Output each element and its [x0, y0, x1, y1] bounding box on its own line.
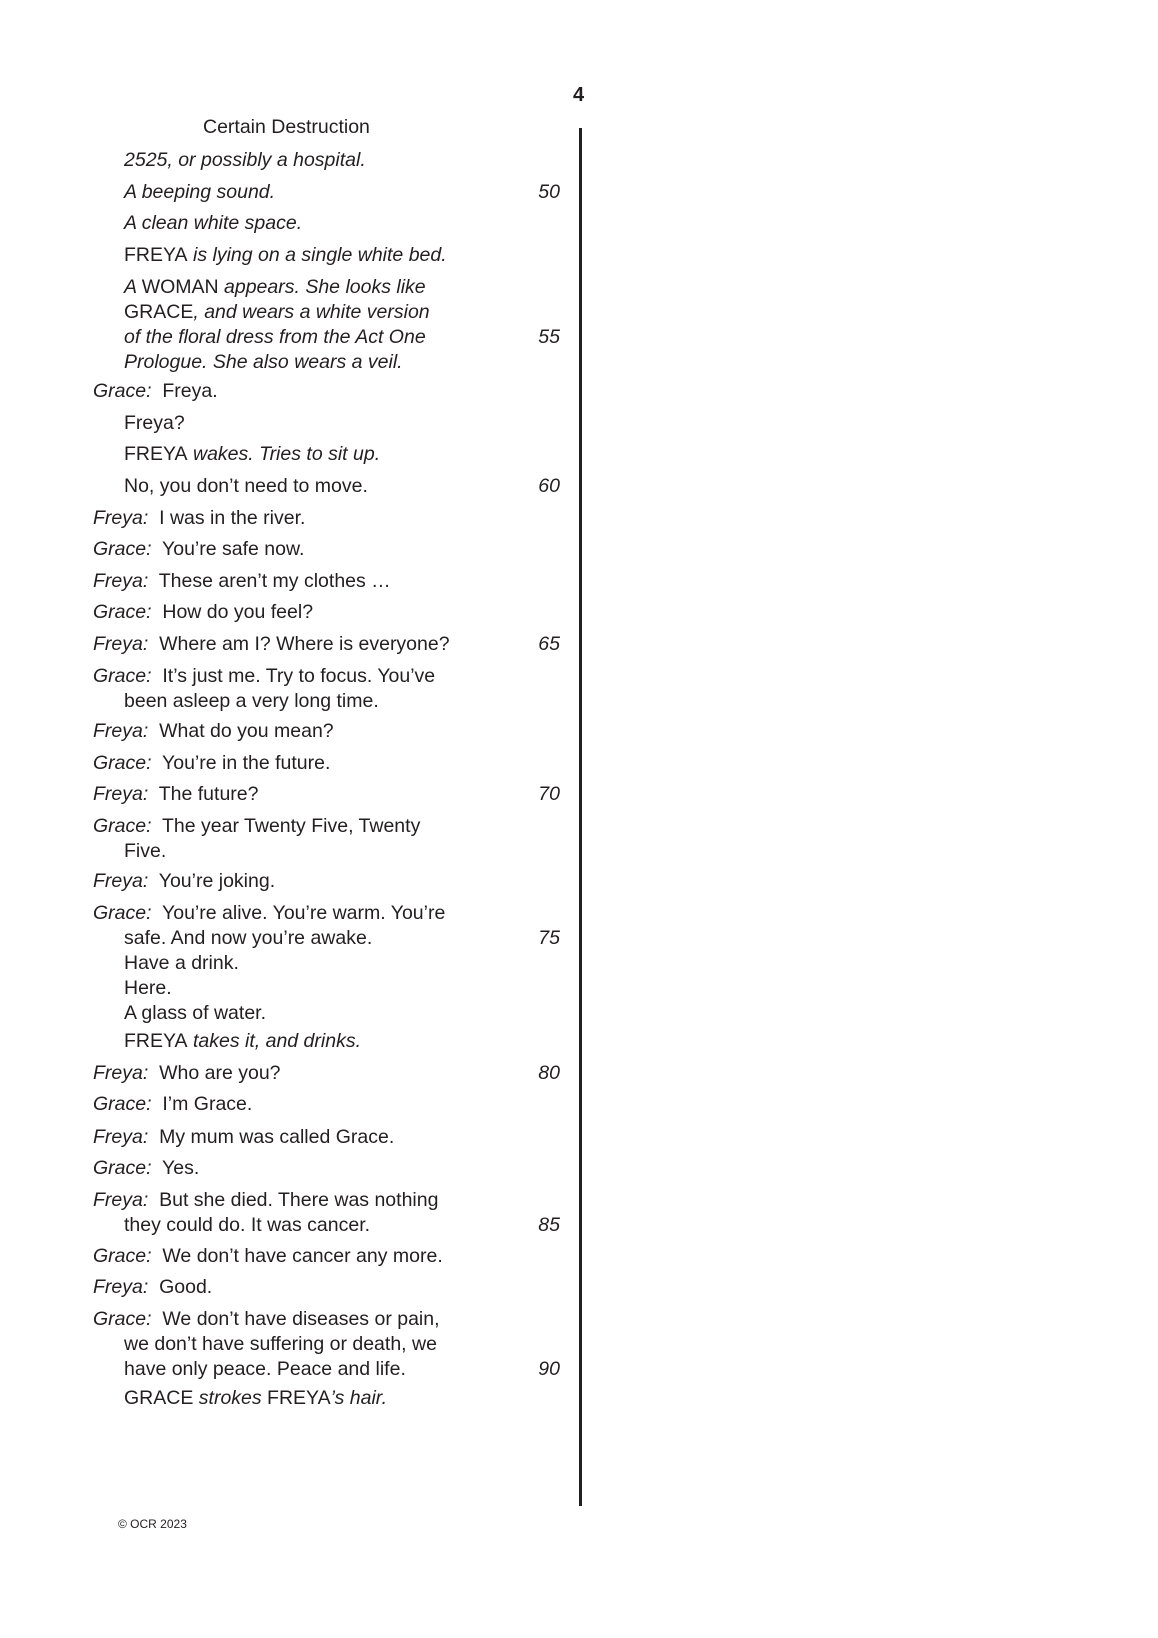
speaker-name: Freya: [93, 570, 149, 592]
line-number: 55 [538, 326, 560, 348]
speaker-name: Grace: [93, 665, 152, 687]
text-line [0, 751, 560, 776]
text-line [0, 869, 560, 894]
roman-text: The future? [158, 783, 259, 805]
roman-text: FREYA [124, 244, 188, 266]
speaker-name: Freya: [93, 870, 149, 892]
stage-direction [0, 1029, 560, 1054]
speaker-name: Grace: [93, 815, 152, 837]
dialogue-block [0, 869, 560, 894]
text-line [0, 1001, 560, 1026]
speaker-name: Freya: [93, 1276, 149, 1298]
roman-text: FREYA [124, 443, 188, 465]
roman-text: Five. [124, 840, 167, 862]
roman-text: we don’t have suffering or death, we [124, 1333, 437, 1355]
line-number: 50 [538, 181, 560, 203]
text-line [0, 632, 560, 657]
text-line [0, 350, 560, 375]
dialogue-block [0, 1244, 560, 1269]
roman-text: My mum was called Grace. [159, 1126, 395, 1148]
text-line [0, 148, 560, 173]
text-line [0, 1307, 560, 1332]
italic-text: wakes. Tries to sit up. [187, 443, 381, 465]
italic-text: of the floral dress from the Act One [124, 326, 426, 348]
stage-direction [0, 243, 560, 268]
roman-text: Yes. [162, 1157, 200, 1179]
roman-text: Where am I? Where is everyone? [159, 633, 450, 655]
text-line [0, 180, 560, 205]
roman-text: We don’t have cancer any more. [162, 1245, 443, 1267]
text-line [0, 211, 560, 236]
dialogue-block [0, 1125, 560, 1150]
text-line [0, 442, 560, 467]
stage-direction [0, 180, 560, 205]
stage-direction [0, 148, 560, 173]
speaker-name: Freya: [93, 720, 149, 742]
stage-direction [0, 442, 560, 467]
text-line [0, 1275, 560, 1300]
roman-text: WOMAN [141, 276, 219, 298]
roman-text: But she died. There was nothing [159, 1189, 439, 1211]
speaker-name: Grace: [93, 1308, 152, 1330]
italic-text: is lying on a single white bed. [187, 244, 447, 266]
text-line [0, 569, 560, 594]
roman-text: safe. And now you’re awake. [124, 927, 373, 949]
italic-text: appears. She looks like [218, 276, 426, 298]
text-line [0, 1332, 560, 1357]
roman-text: Good. [159, 1276, 213, 1298]
roman-text: I’m Grace. [162, 1093, 253, 1115]
dialogue-block [0, 506, 560, 531]
margin-rule [579, 128, 582, 1506]
italic-text: A [124, 276, 142, 298]
text-line [0, 1092, 560, 1117]
speaker-name: Grace: [93, 1245, 152, 1267]
roman-text: You’re safe now. [162, 538, 305, 560]
roman-text: A glass of water. [124, 1002, 266, 1024]
text-line [0, 1244, 560, 1269]
copyright-footer: © OCR 2023 [118, 1517, 187, 1531]
text-line [0, 664, 560, 689]
speaker-name: Grace: [93, 1093, 152, 1115]
dialogue-block [0, 569, 560, 594]
italic-text: ’s hair. [330, 1387, 387, 1409]
text-line [0, 474, 560, 499]
text-line [0, 1213, 560, 1238]
roman-text: they could do. It was cancer. [124, 1214, 371, 1236]
text-line [0, 926, 560, 951]
dialogue-block [0, 782, 560, 807]
dialogue-block [0, 664, 560, 714]
text-line [0, 325, 560, 350]
speaker-name: Freya: [93, 1126, 149, 1148]
dialogue-block [0, 1275, 560, 1300]
dialogue-block [0, 901, 560, 1026]
roman-text: have only peace. Peace and life. [124, 1358, 406, 1380]
page-number: 4 [573, 84, 585, 106]
speaker-name: Grace: [93, 538, 152, 560]
text-line [0, 839, 560, 864]
speaker-name: Grace: [93, 1157, 152, 1179]
speaker-name: Freya: [93, 633, 149, 655]
dialogue-block [0, 600, 560, 625]
speaker-name: Freya: [93, 507, 149, 529]
roman-text: No, you don’t need to move. [124, 475, 368, 497]
stage-direction [0, 474, 560, 499]
line-number: 80 [538, 1062, 560, 1084]
stage-direction [0, 275, 560, 375]
roman-text: How do you feel? [162, 601, 314, 623]
text-line [0, 243, 560, 268]
dialogue-block [0, 814, 560, 864]
roman-text: These aren’t my clothes … [158, 570, 391, 592]
text-line [0, 1029, 560, 1054]
speaker-name: Grace: [93, 902, 152, 924]
stage-direction [0, 1386, 560, 1411]
text-line [0, 506, 560, 531]
dialogue-block [0, 632, 560, 657]
line-number: 70 [538, 783, 560, 805]
roman-text: Here. [124, 977, 172, 999]
play-title: Certain Destruction [203, 116, 370, 138]
italic-text: strokes [193, 1387, 268, 1409]
italic-text: takes it, and drinks. [187, 1030, 361, 1052]
line-number: 65 [538, 633, 560, 655]
roman-text: The year Twenty Five, Twenty [162, 815, 421, 837]
line-number: 75 [538, 927, 560, 949]
italic-text: Prologue. She also wears a veil. [124, 351, 403, 373]
text-line [0, 814, 560, 839]
dialogue-block [0, 1061, 560, 1086]
text-line [0, 901, 560, 926]
roman-text: Freya. [162, 380, 218, 402]
text-line [0, 976, 560, 1001]
italic-text: 2525, or possibly a hospital. [124, 149, 366, 171]
stage-direction [0, 411, 560, 436]
roman-text: GRACE [124, 301, 194, 323]
roman-text: been asleep a very long time. [124, 690, 379, 712]
text-line [0, 1386, 560, 1411]
speaker-name: Grace: [93, 752, 152, 774]
roman-text: We don’t have diseases or pain, [162, 1308, 440, 1330]
speaker-name: Freya: [93, 1062, 149, 1084]
dialogue-block [0, 1307, 560, 1382]
text-line [0, 782, 560, 807]
italic-text: A clean white space. [124, 212, 303, 234]
roman-text: Freya? [124, 412, 185, 434]
dialogue-block [0, 1092, 560, 1117]
text-line [0, 719, 560, 744]
dialogue-block [0, 1188, 560, 1238]
text-line [0, 1188, 560, 1213]
roman-text: You’re in the future. [162, 752, 331, 774]
text-line [0, 1357, 560, 1382]
text-line [0, 1061, 560, 1086]
text-line [0, 411, 560, 436]
roman-text: Who are you? [159, 1062, 281, 1084]
speaker-name: Grace: [93, 380, 152, 402]
text-line [0, 300, 560, 325]
roman-text: FREYA [124, 1030, 188, 1052]
dialogue-block [0, 751, 560, 776]
text-line [0, 951, 560, 976]
roman-text: What do you mean? [159, 720, 334, 742]
roman-text: You’re alive. You’re warm. You’re [162, 902, 446, 924]
speaker-name: Grace: [93, 601, 152, 623]
text-line [0, 537, 560, 562]
line-number: 85 [538, 1214, 560, 1236]
text-line [0, 600, 560, 625]
italic-text: A beeping sound. [124, 181, 276, 203]
text-line [0, 275, 560, 300]
roman-text: Have a drink. [124, 952, 239, 974]
speaker-name: Freya: [93, 1189, 149, 1211]
text-line [0, 689, 560, 714]
line-number: 60 [538, 475, 560, 497]
dialogue-block [0, 379, 560, 404]
dialogue-block [0, 1156, 560, 1181]
roman-text: FREYA [267, 1387, 331, 1409]
roman-text: I was in the river. [159, 507, 306, 529]
text-line [0, 1125, 560, 1150]
dialogue-block [0, 719, 560, 744]
line-number: 90 [538, 1358, 560, 1380]
dialogue-block [0, 537, 560, 562]
roman-text: You’re joking. [158, 870, 276, 892]
italic-text: , and wears a white version [193, 301, 430, 323]
text-line [0, 1156, 560, 1181]
roman-text: It’s just me. Try to focus. You’ve [162, 665, 436, 687]
stage-direction [0, 211, 560, 236]
roman-text: GRACE [124, 1387, 194, 1409]
speaker-name: Freya: [93, 783, 149, 805]
text-line [0, 379, 560, 404]
